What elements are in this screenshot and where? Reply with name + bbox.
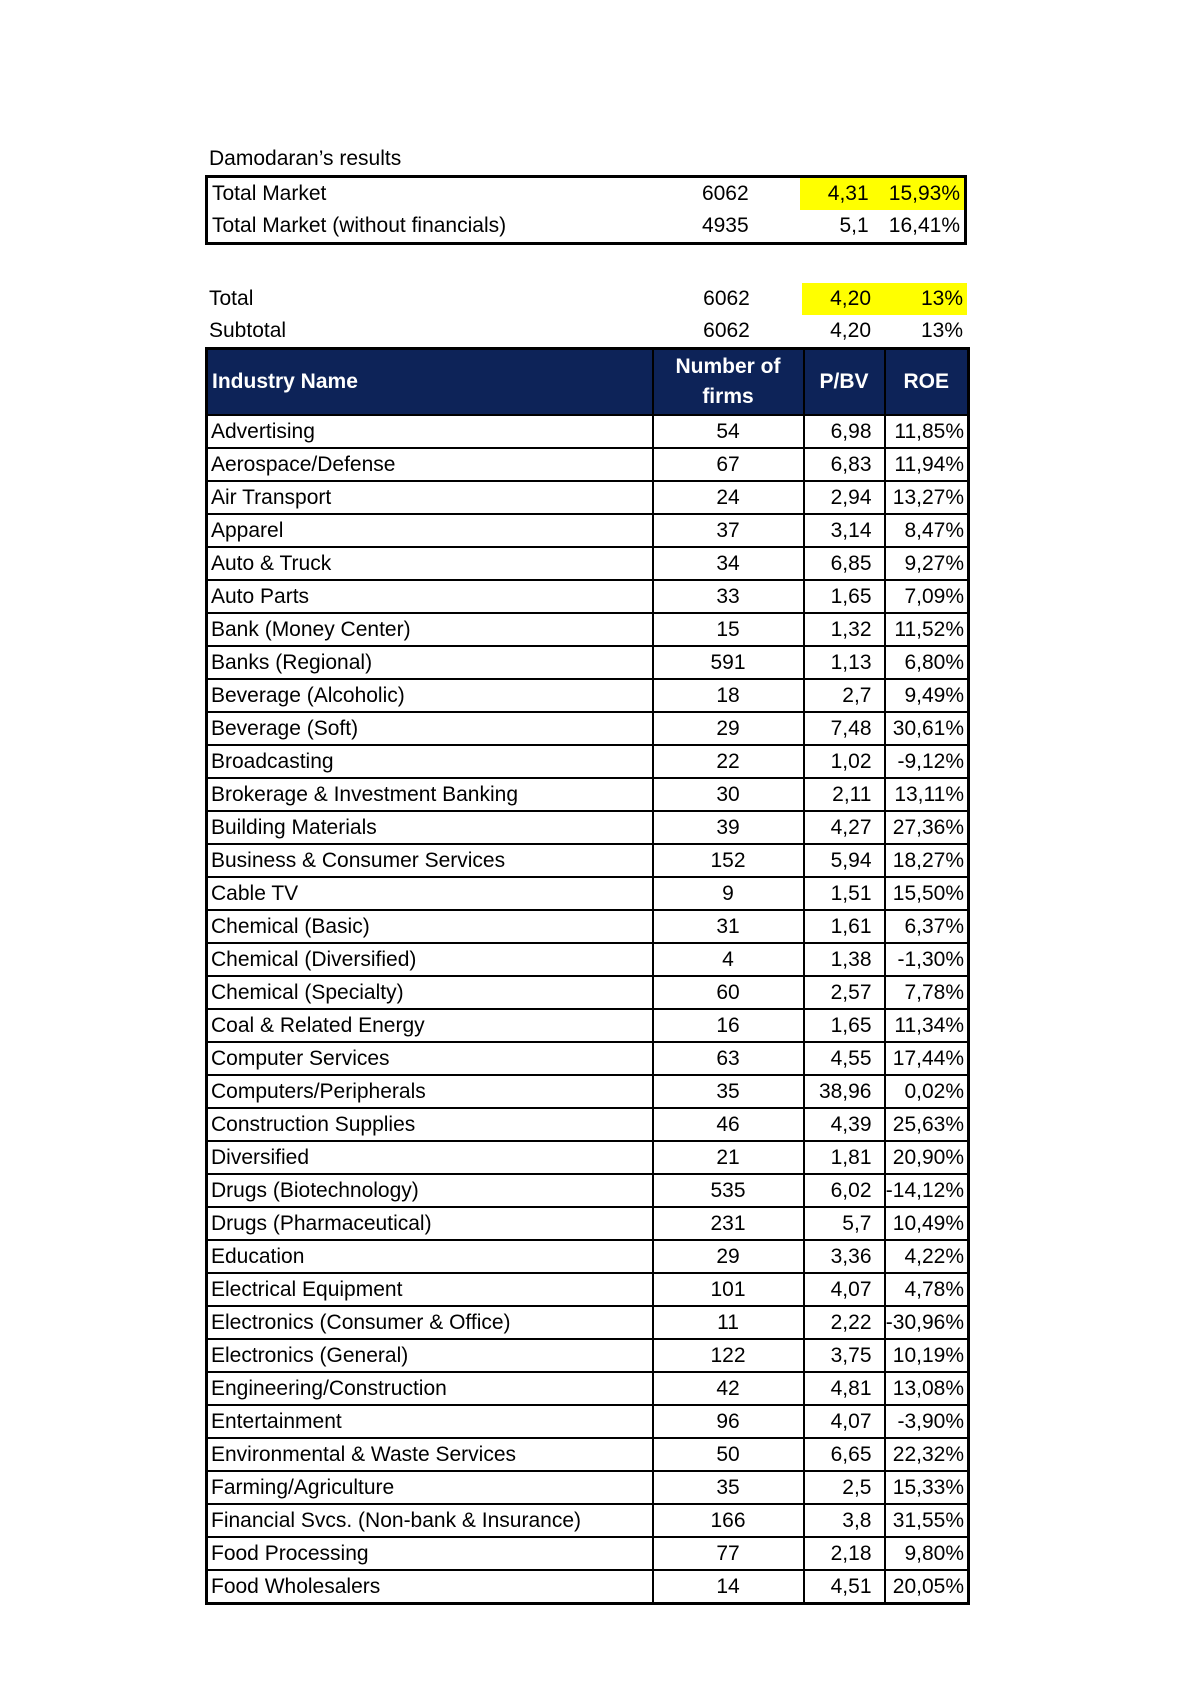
table-row — [207, 1240, 969, 1273]
table-row — [207, 1108, 969, 1141]
industry-name-cell: Engineering/Construction — [207, 1372, 653, 1405]
table-row — [207, 1273, 969, 1306]
pbv-cell: 4,51 — [804, 1570, 885, 1604]
firms-cell: 29 — [653, 1240, 804, 1273]
industry-name-cell: Environmental & Waste Services — [207, 1438, 653, 1471]
firms-cell: 54 — [653, 415, 804, 448]
pbv-cell: 2,7 — [804, 679, 885, 712]
industry-name-cell: Aerospace/Defense — [207, 448, 653, 481]
roe-cell: 9,49% — [885, 679, 969, 712]
firms-cell: 591 — [653, 646, 804, 679]
table-row — [207, 613, 969, 646]
firms-cell: 37 — [653, 514, 804, 547]
industry-name-cell: Auto Parts — [207, 580, 653, 613]
pbv-cell: 1,02 — [804, 745, 885, 778]
pbv-cell: 2,18 — [804, 1537, 885, 1570]
pbv-cell: 2,22 — [804, 1306, 885, 1339]
industry-name-cell: Chemical (Diversified) — [207, 943, 653, 976]
table-row — [207, 712, 969, 745]
roe-cell: 25,63% — [885, 1108, 969, 1141]
table-row — [207, 910, 969, 943]
table-row — [207, 448, 969, 481]
pbv-cell: 1,61 — [804, 910, 885, 943]
roe-cell: 7,78% — [885, 976, 969, 1009]
industry-name-cell: Electrical Equipment — [207, 1273, 653, 1306]
table-row — [207, 1075, 969, 1108]
table-row — [207, 1504, 969, 1537]
pbv-cell: 6,98 — [804, 415, 885, 448]
roe-cell: 18,27% — [885, 844, 969, 877]
firms-cell: 63 — [653, 1042, 804, 1075]
firms-cell: 46 — [653, 1108, 804, 1141]
summary-row-without-financials — [208, 210, 964, 242]
totals-row-subtotal — [205, 315, 967, 347]
industry-name-cell: Beverage (Alcoholic) — [207, 679, 653, 712]
pbv-cell: 1,38 — [804, 943, 885, 976]
firms-cell: 122 — [653, 1339, 804, 1372]
pbv-cell: 3,8 — [804, 1504, 885, 1537]
firms-cell: 166 — [653, 1504, 804, 1537]
table-row — [207, 1009, 969, 1042]
sheet-title: Damodaran’s results — [209, 147, 402, 170]
roe-cell: 31,55% — [885, 1504, 969, 1537]
pbv-cell: 4,81 — [804, 1372, 885, 1405]
table-row — [207, 976, 969, 1009]
summary-label: Total Market (without financials) — [212, 214, 507, 237]
roe-cell: -30,96% — [885, 1306, 969, 1339]
summary-pbv: 5,1 — [839, 214, 869, 237]
industry-name-cell: Computer Services — [207, 1042, 653, 1075]
roe-cell: 22,32% — [885, 1438, 969, 1471]
industry-name-cell: Chemical (Basic) — [207, 910, 653, 943]
totals-row-total — [205, 283, 967, 315]
industry-name-cell: Cable TV — [207, 877, 653, 910]
industry-name-cell: Coal & Related Energy — [207, 1009, 653, 1042]
roe-cell: 13,27% — [885, 481, 969, 514]
summary-firms: 4935 — [701, 214, 749, 237]
summary-roe: 16,41% — [888, 214, 960, 237]
pbv-cell: 38,96 — [804, 1075, 885, 1108]
totals-firms: 6062 — [703, 319, 750, 342]
industry-name-cell: Farming/Agriculture — [207, 1471, 653, 1504]
pbv-cell: 1,65 — [804, 1009, 885, 1042]
table-row — [207, 1339, 969, 1372]
table-row — [207, 514, 969, 547]
table-row — [207, 1570, 969, 1604]
roe-cell: 11,34% — [885, 1009, 969, 1042]
table-row — [207, 1372, 969, 1405]
roe-cell: 15,50% — [885, 877, 969, 910]
pbv-cell: 1,81 — [804, 1141, 885, 1174]
firms-cell: 4 — [653, 943, 804, 976]
firms-cell: 30 — [653, 778, 804, 811]
pbv-cell: 2,57 — [804, 976, 885, 1009]
table-row — [207, 1042, 969, 1075]
roe-cell: 20,05% — [885, 1570, 969, 1604]
table-row — [207, 1471, 969, 1504]
firms-cell: 11 — [653, 1306, 804, 1339]
table-row — [207, 844, 969, 877]
industry-name-cell: Education — [207, 1240, 653, 1273]
pbv-cell: 1,32 — [804, 613, 885, 646]
industry-name-cell: Computers/Peripherals — [207, 1075, 653, 1108]
industry-name-cell: Broadcasting — [207, 745, 653, 778]
pbv-cell: 1,65 — [804, 580, 885, 613]
table-row — [207, 1306, 969, 1339]
totals-label: Subtotal — [209, 319, 287, 342]
industry-name-cell: Banks (Regional) — [207, 646, 653, 679]
summary-firms: 6062 — [701, 182, 749, 205]
industry-name-cell: Food Wholesalers — [207, 1570, 653, 1604]
table-row — [207, 679, 969, 712]
table-row — [207, 811, 969, 844]
industry-name-cell: Beverage (Soft) — [207, 712, 653, 745]
industry-name-cell: Business & Consumer Services — [207, 844, 653, 877]
totals-roe: 13% — [920, 319, 963, 342]
industry-name-cell: Apparel — [207, 514, 653, 547]
roe-cell: 6,80% — [885, 646, 969, 679]
table-row — [207, 943, 969, 976]
roe-cell: 30,61% — [885, 712, 969, 745]
pbv-cell: 4,39 — [804, 1108, 885, 1141]
firms-cell: 15 — [653, 613, 804, 646]
industry-name-cell: Chemical (Specialty) — [207, 976, 653, 1009]
roe-cell: 13,11% — [885, 778, 969, 811]
firms-cell: 101 — [653, 1273, 804, 1306]
firms-cell: 9 — [653, 877, 804, 910]
pbv-cell: 3,14 — [804, 514, 885, 547]
pbv-cell: 1,13 — [804, 646, 885, 679]
industry-name-cell: Auto & Truck — [207, 547, 653, 580]
totals-firms: 6062 — [703, 287, 750, 310]
industry-table-body — [207, 415, 969, 1604]
firms-cell: 34 — [653, 547, 804, 580]
roe-cell: 8,47% — [885, 514, 969, 547]
pbv-cell: 2,5 — [804, 1471, 885, 1504]
totals-pbv: 4,20 — [802, 283, 883, 315]
roe-cell: 9,80% — [885, 1537, 969, 1570]
industry-name-cell: Construction Supplies — [207, 1108, 653, 1141]
firms-cell: 42 — [653, 1372, 804, 1405]
pbv-cell: 5,94 — [804, 844, 885, 877]
table-row — [207, 1438, 969, 1471]
pbv-cell: 6,02 — [804, 1174, 885, 1207]
column-header-industry-name: Industry Name — [207, 349, 653, 416]
table-row — [207, 778, 969, 811]
pbv-cell: 6,65 — [804, 1438, 885, 1471]
totals-block — [205, 283, 967, 347]
summary-roe: 15,93% — [881, 178, 964, 210]
roe-cell: 0,02% — [885, 1075, 969, 1108]
pbv-cell: 4,07 — [804, 1405, 885, 1438]
roe-cell: -9,12% — [885, 745, 969, 778]
roe-cell: 11,52% — [885, 613, 969, 646]
firms-cell: 77 — [653, 1537, 804, 1570]
industry-name-cell: Diversified — [207, 1141, 653, 1174]
spreadsheet-sheet — [205, 143, 967, 1605]
firms-cell: 16 — [653, 1009, 804, 1042]
roe-cell: 4,78% — [885, 1273, 969, 1306]
summary-row-total-market — [208, 178, 964, 210]
roe-cell: 7,09% — [885, 580, 969, 613]
roe-cell: 20,90% — [885, 1141, 969, 1174]
totals-roe: 13% — [883, 283, 967, 315]
table-row — [207, 580, 969, 613]
totals-label: Total — [209, 287, 254, 310]
pbv-cell: 4,27 — [804, 811, 885, 844]
pbv-cell: 6,85 — [804, 547, 885, 580]
roe-cell: 4,22% — [885, 1240, 969, 1273]
industry-table — [205, 347, 970, 1605]
roe-cell: 9,27% — [885, 547, 969, 580]
summary-pbv: 4,31 — [800, 178, 880, 210]
firms-cell: 50 — [653, 1438, 804, 1471]
firms-cell: 231 — [653, 1207, 804, 1240]
firms-cell: 35 — [653, 1471, 804, 1504]
roe-cell: 6,37% — [885, 910, 969, 943]
summary-block — [205, 175, 967, 245]
table-row — [207, 1537, 969, 1570]
pbv-cell: 5,7 — [804, 1207, 885, 1240]
industry-name-cell: Entertainment — [207, 1405, 653, 1438]
pbv-cell: 4,55 — [804, 1042, 885, 1075]
roe-cell: 11,85% — [885, 415, 969, 448]
column-header-number-of-firms: Number of firms — [653, 349, 804, 416]
firms-cell: 96 — [653, 1405, 804, 1438]
column-header-pbv: P/BV — [804, 349, 885, 416]
table-row — [207, 646, 969, 679]
pbv-cell: 3,36 — [804, 1240, 885, 1273]
roe-cell: 10,49% — [885, 1207, 969, 1240]
firms-cell: 29 — [653, 712, 804, 745]
industry-name-cell: Building Materials — [207, 811, 653, 844]
table-row — [207, 745, 969, 778]
industry-name-cell: Food Processing — [207, 1537, 653, 1570]
table-row — [207, 1174, 969, 1207]
pbv-cell: 6,83 — [804, 448, 885, 481]
firms-cell: 33 — [653, 580, 804, 613]
industry-name-cell: Electronics (Consumer & Office) — [207, 1306, 653, 1339]
firms-cell: 67 — [653, 448, 804, 481]
roe-cell: -1,30% — [885, 943, 969, 976]
pbv-cell: 3,75 — [804, 1339, 885, 1372]
firms-cell: 22 — [653, 745, 804, 778]
summary-label: Total Market — [212, 182, 327, 205]
firms-cell: 152 — [653, 844, 804, 877]
spacer — [205, 245, 967, 283]
industry-name-cell: Electronics (General) — [207, 1339, 653, 1372]
table-row — [207, 1141, 969, 1174]
column-header-roe: ROE — [885, 349, 969, 416]
table-row — [207, 481, 969, 514]
pbv-cell: 7,48 — [804, 712, 885, 745]
firms-cell: 14 — [653, 1570, 804, 1604]
industry-name-cell: Financial Svcs. (Non-bank & Insurance) — [207, 1504, 653, 1537]
roe-cell: 17,44% — [885, 1042, 969, 1075]
firms-cell: 31 — [653, 910, 804, 943]
table-row — [207, 1207, 969, 1240]
roe-cell: 13,08% — [885, 1372, 969, 1405]
totals-pbv: 4,20 — [830, 319, 871, 342]
pbv-cell: 1,51 — [804, 877, 885, 910]
pbv-cell: 4,07 — [804, 1273, 885, 1306]
table-row — [207, 877, 969, 910]
industry-name-cell: Air Transport — [207, 481, 653, 514]
industry-name-cell: Bank (Money Center) — [207, 613, 653, 646]
industry-name-cell: Drugs (Pharmaceutical) — [207, 1207, 653, 1240]
pbv-cell: 2,94 — [804, 481, 885, 514]
table-row — [207, 415, 969, 448]
roe-cell: 11,94% — [885, 448, 969, 481]
firms-cell: 18 — [653, 679, 804, 712]
roe-cell: -14,12% — [885, 1174, 969, 1207]
firms-cell: 35 — [653, 1075, 804, 1108]
roe-cell: 10,19% — [885, 1339, 969, 1372]
table-row — [207, 547, 969, 580]
firms-cell: 21 — [653, 1141, 804, 1174]
firms-cell: 39 — [653, 811, 804, 844]
roe-cell: 27,36% — [885, 811, 969, 844]
roe-cell: -3,90% — [885, 1405, 969, 1438]
firms-cell: 24 — [653, 481, 804, 514]
roe-cell: 15,33% — [885, 1471, 969, 1504]
industry-name-cell: Drugs (Biotechnology) — [207, 1174, 653, 1207]
industry-name-cell: Brokerage & Investment Banking — [207, 778, 653, 811]
pbv-cell: 2,11 — [804, 778, 885, 811]
firms-cell: 535 — [653, 1174, 804, 1207]
table-header-row — [207, 349, 969, 416]
firms-cell: 60 — [653, 976, 804, 1009]
industry-name-cell: Advertising — [207, 415, 653, 448]
table-row — [207, 1405, 969, 1438]
